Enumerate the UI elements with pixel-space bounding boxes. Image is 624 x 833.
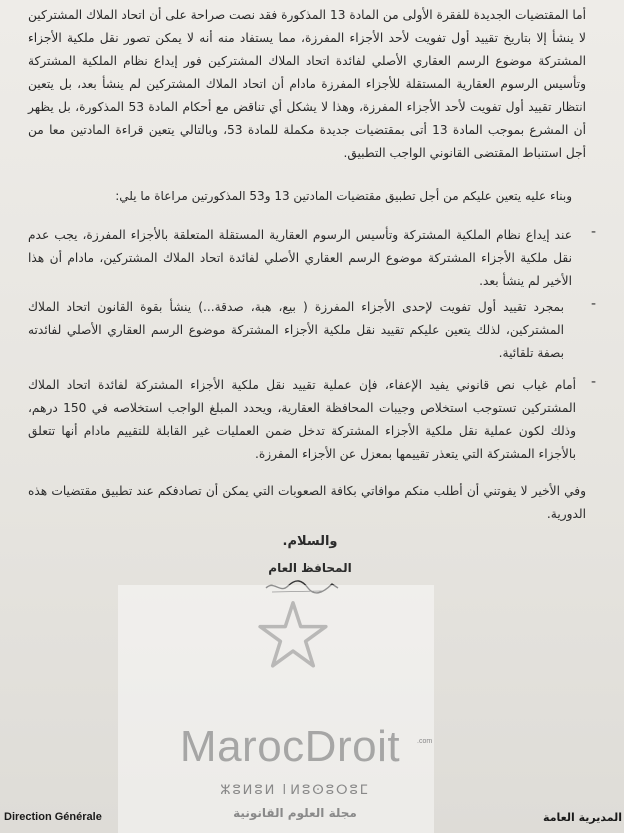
bullet-dash: - [590,296,596,312]
footer-direction-generale: Direction Générale [4,811,102,823]
salutation: والسلام. [282,534,338,549]
lead-in-paragraph: وبناء عليه يتعين عليكم من أجل تطبيق مقتضيات المادتين 13 و53 المذكورتين مراعاة ما يلي: [115,189,572,203]
star-icon [258,600,328,670]
bullet-item: أمام غياب نص قانوني يفيد الإعفاء، فإن عملية تقييد نقل ملكية الأجزاء المشتركة لفائدة اتحاد الملاك المشتركين تستوجب استخلاص وجيبات المحافظة العقارية، ويحدد المبلغ الواجب استخلاصه في 150 درهم، وذلك لكون عملية نقل ملكية الأجزاء المشتركة تدخل ضمن العمليات غير القابلة للتقييم مادام أنها تتعلق بالأجزاء المشتركة التي يتعذر تقييمها بمعزل عن الأجزاء المفرزة. [28,378,576,461]
bullet-item: عند إيداع نظام الملكية المشتركة وتأسيس الرسوم العقارية المستقلة المتعلقة بالأجزاء المفرزة، يجب عدم نقل ملكية الأجزاء المشتركة موضوع الرسم العقاري الأصلي لفائدة اتحاد الملاك المشتركين، مادام أن هذا الأخير لم ينشأ بعد. [28,228,572,288]
watermark-subtitle: مجلة العلوم القانونية [233,806,357,820]
footer-direction-generale-ar: المديرية العامة [543,811,622,824]
bullet-dash: - [590,374,596,390]
watermark-brand: MarocDroit [179,722,401,771]
intro-paragraph: أما المقتضيات الجديدة للفقرة الأولى من المادة 13 المذكورة فقد نصت صراحة على أن اتحاد الملاك المشتركين لا ينشأ إلا بتاريخ تقييد أول تفويت لأحد الأجزاء المفرزة، مما يستفاد منه أنه لا يمكن تصور نقل ملكية الأجزاء المشتركة موضوع الرسم العقاري الأصلي لفائدة اتحاد الملاك المشتركين فور إيداع نظام الملكية المشتركة وتأسيس الرسوم العقارية المستقلة للأجزاء المفرزة مادام أن اتحاد الملاك المشتركين لم ينشأ بعد، بل يتعين انتظار تقييد أول تفويت لأحد الأجزاء المفرزة، وهذا لا يشكل أي تناقض مع أحكام المادة 53 المذكورة، بل يظهر أن المشرع بموجب المادة 13 أتى بمقتضيات جديدة مكملة للمادة 53، وبالتالي يتعين قراءة المادتين معا من أجل استنباط المقتضى القانوني الواجب التطبيق. [28,8,586,160]
closing-paragraph: وفي الأخير لا يفوتني أن أطلب منكم موافاتي بكافة الصعوبات التي يمكن أن تصادفكم عند تطبيق مقتضيات هذه الدورية. [28,484,586,521]
bullet-item: بمجرد تقييد أول تفويت لإحدى الأجزاء المفرزة ( بيع، هبة، صدقة...) ينشأ بقوة القانون اتحاد الملاك المشتركين، لذلك يتعين عليكم تقييد نقل ملكية الأجزاء المشتركة موضوع الرسم العقاري الأصلي لفائدته بصفة تلقائية. [28,300,564,360]
bullet-dash: - [590,224,596,240]
signatory-title: المحافظ العام [268,561,352,575]
watermark-domain: .com [417,738,433,745]
watermark-tifinagh: ⵣⵓⵍⵓⵍ ا ⵍⵓⵙⵓⵔⵓⵎ [220,783,370,798]
